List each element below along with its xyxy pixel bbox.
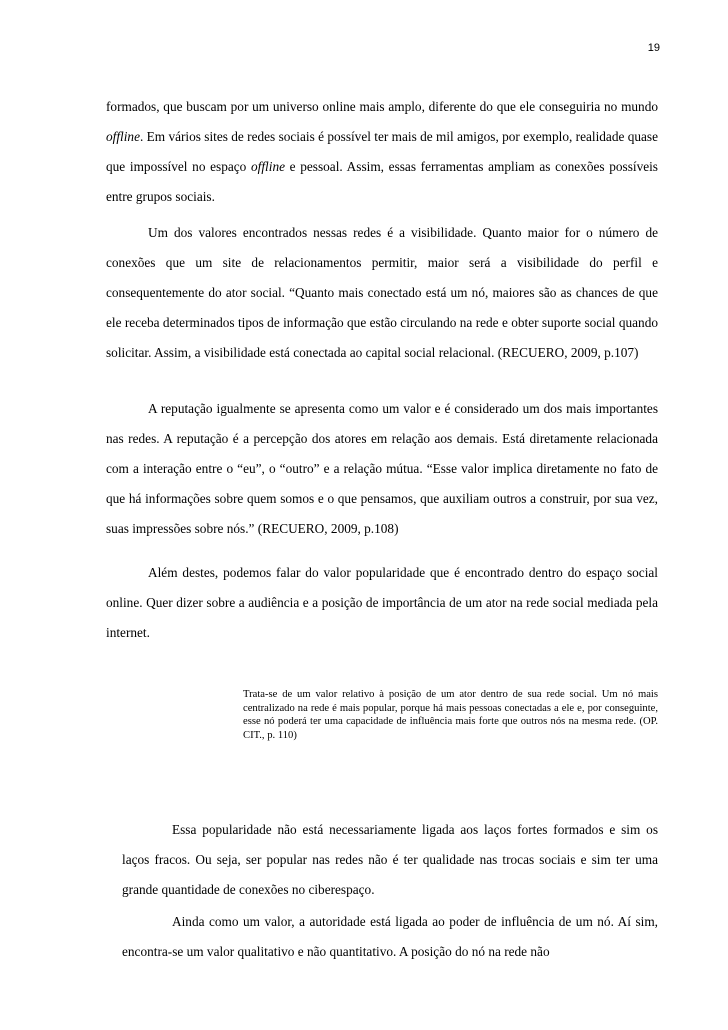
paragraph-reputacao: A reputação igualmente se apresenta como um valor e é considerado um dos mais importantes nas redes. A reputação é a percepção dos atores em relação aos demais. Está diretamente relacionada com a interação entre o “eu”, o “outro” e a relação mútua. “Esse valor implica diretamente no fato de que há informações sobre quem somos e o que pensamos, que auxiliam outros a construir, por sua vez, suas impressões sobre nós.” (RECUERO, 2009, p.108) xyxy=(106,401,658,536)
paragraph-text: e pessoal. Assim, essas ferramentas ampliam as conexões possíveis entre grupos sociais. xyxy=(106,159,658,204)
italic-term: offline xyxy=(251,159,285,174)
paragraph-visibilidade: Um dos valores encontrados nessas redes é a visibilidade. Quanto maior for o número de conexões que um site de relacionamentos permitir, maior será a visibilidade do perfil e consequentemente do ator social. “Quanto mais conectado está um nó, maiores são as chances de que ele receba determinados tipos de informação que estão circulando na rede e obter suporte social quando solicitar. Assim, a visibilidade está conectada ao capital social relacional. (RECUERO, 2009, p.107) xyxy=(106,225,658,360)
italic-term: offline xyxy=(106,129,140,144)
page-number: 19 xyxy=(647,42,660,54)
paragraph-popularidade: Além destes, podemos falar do valor popularidade que é encontrado dentro do espaço social online. Quer dizer sobre a audiência e a posição de importância de um ator na rede social mediada pela internet. xyxy=(106,565,658,640)
block-quote: Trata-se de um valor relativo à posição de um ator dentro de sua rede social. Um nó mais centralizado na rede é mais popular, porque há mais pessoas conectadas a ele e, por conseguinte, esse nó poderá ter uma capacidade de influência mais forte que outros nós na mesma rede. (OP. CIT., p. 110) xyxy=(243,689,658,741)
paragraph-text: . Em vários sites de redes sociais é possível ter mais de mil amigos, por exemplo, realidade quase que impossível no espaço xyxy=(106,129,658,174)
paragraph-continuation xyxy=(106,92,658,212)
paragraph-text: formados, que buscam por um universo online mais amplo, diferente do que ele conseguiria no mundo xyxy=(106,99,658,114)
paragraph-autoridade: Ainda como um valor, a autoridade está ligada ao poder de influência de um nó. Aí sim, encontra-se um valor qualitativo e não quantitativo. A posição do nó na rede não xyxy=(122,914,658,959)
paragraph-lacos: Essa popularidade não está necessariamente ligada aos laços fortes formados e sim os laços fracos. Ou seja, ser popular nas redes não é ter qualidade nas trocas sociais e sim ter uma grande quantidade de conexões no ciberespaço. xyxy=(122,822,658,897)
